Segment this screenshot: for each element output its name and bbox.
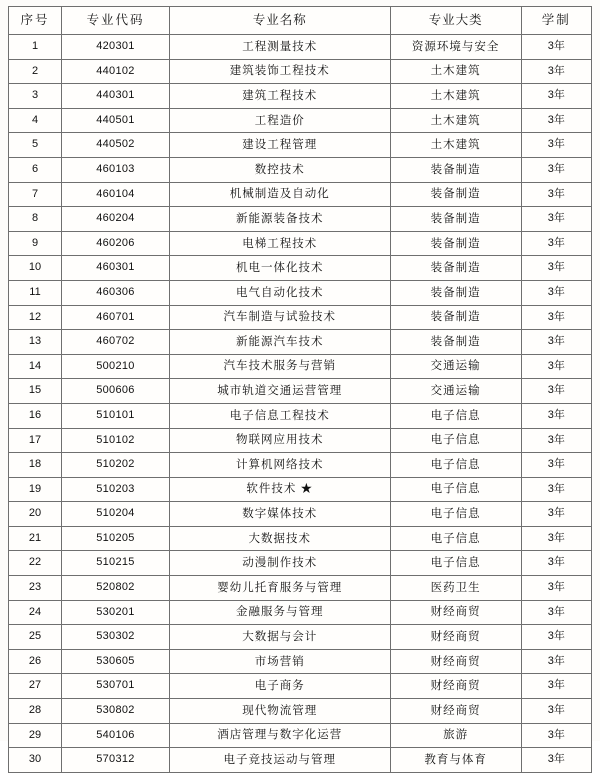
cell-category: 电子信息 — [390, 502, 521, 527]
cell-duration: 3年 — [521, 625, 591, 650]
cell-name: 物联网应用技术 — [169, 428, 390, 453]
cell-name: 现代物流管理 — [169, 699, 390, 724]
table-row — [9, 453, 592, 478]
cell-code: 510202 — [62, 453, 170, 478]
cell-category: 电子信息 — [390, 477, 521, 502]
cell-name: 电子信息工程技术 — [169, 403, 390, 428]
cell-category: 财经商贸 — [390, 649, 521, 674]
cell-name: 城市轨道交通运营管理 — [169, 379, 390, 404]
cell-index: 27 — [9, 674, 62, 699]
cell-code: 460702 — [62, 330, 170, 355]
cell-duration: 3年 — [521, 502, 591, 527]
cell-index: 12 — [9, 305, 62, 330]
cell-code: 530201 — [62, 600, 170, 625]
cell-code: 520802 — [62, 576, 170, 601]
cell-code: 570312 — [62, 748, 170, 773]
cell-index: 15 — [9, 379, 62, 404]
cell-category: 土木建筑 — [390, 84, 521, 109]
cell-index: 10 — [9, 256, 62, 281]
cell-name: 工程造价 — [169, 108, 390, 133]
cell-index: 28 — [9, 699, 62, 724]
cell-name: 大数据技术 — [169, 526, 390, 551]
table-row — [9, 305, 592, 330]
cell-category: 电子信息 — [390, 403, 521, 428]
cell-code: 510205 — [62, 526, 170, 551]
cell-code: 530605 — [62, 649, 170, 674]
cell-category: 交通运输 — [390, 379, 521, 404]
cell-index: 4 — [9, 108, 62, 133]
cell-code: 510203 — [62, 477, 170, 502]
cell-duration: 3年 — [521, 231, 591, 256]
cell-duration: 3年 — [521, 157, 591, 182]
table-row — [9, 600, 592, 625]
cell-duration: 3年 — [521, 305, 591, 330]
cell-name: 婴幼儿托育服务与管理 — [169, 576, 390, 601]
table-row — [9, 551, 592, 576]
cell-category: 土木建筑 — [390, 59, 521, 84]
cell-name: 工程测量技术 — [169, 35, 390, 60]
cell-index: 18 — [9, 453, 62, 478]
table-row — [9, 699, 592, 724]
cell-index: 14 — [9, 354, 62, 379]
cell-code: 440501 — [62, 108, 170, 133]
cell-name: 数控技术 — [169, 157, 390, 182]
table-row — [9, 526, 592, 551]
cell-category: 旅游 — [390, 723, 521, 748]
table-row — [9, 182, 592, 207]
cell-index: 21 — [9, 526, 62, 551]
cell-duration: 3年 — [521, 256, 591, 281]
cell-duration: 3年 — [521, 182, 591, 207]
cell-index: 26 — [9, 649, 62, 674]
cell-index: 29 — [9, 723, 62, 748]
cell-duration: 3年 — [521, 207, 591, 232]
cell-category: 电子信息 — [390, 551, 521, 576]
cell-name: 数字媒体技术 — [169, 502, 390, 527]
table-row — [9, 723, 592, 748]
cell-index: 23 — [9, 576, 62, 601]
cell-code: 530802 — [62, 699, 170, 724]
cell-code: 510215 — [62, 551, 170, 576]
cell-code: 510102 — [62, 428, 170, 453]
cell-category: 装备制造 — [390, 207, 521, 232]
table-row — [9, 576, 592, 601]
table-row — [9, 108, 592, 133]
cell-duration: 3年 — [521, 576, 591, 601]
cell-duration: 3年 — [521, 403, 591, 428]
cell-code: 510101 — [62, 403, 170, 428]
cell-duration: 3年 — [521, 674, 591, 699]
cell-index: 11 — [9, 280, 62, 305]
cell-duration: 3年 — [521, 59, 591, 84]
cell-category: 装备制造 — [390, 280, 521, 305]
cell-index: 2 — [9, 59, 62, 84]
table-row — [9, 207, 592, 232]
table-row — [9, 231, 592, 256]
cell-duration: 3年 — [521, 600, 591, 625]
table-row — [9, 84, 592, 109]
cell-name: 软件技术 ★ — [169, 477, 390, 502]
cell-name: 动漫制作技术 — [169, 551, 390, 576]
cell-duration: 3年 — [521, 526, 591, 551]
cell-category: 财经商贸 — [390, 625, 521, 650]
cell-index: 1 — [9, 35, 62, 60]
cell-code: 460204 — [62, 207, 170, 232]
cell-code: 460701 — [62, 305, 170, 330]
cell-duration: 3年 — [521, 428, 591, 453]
cell-name: 新能源装备技术 — [169, 207, 390, 232]
cell-category: 装备制造 — [390, 305, 521, 330]
cell-name: 大数据与会计 — [169, 625, 390, 650]
table-row — [9, 625, 592, 650]
cell-category: 装备制造 — [390, 256, 521, 281]
cell-index: 3 — [9, 84, 62, 109]
table-row — [9, 379, 592, 404]
cell-index: 22 — [9, 551, 62, 576]
cell-duration: 3年 — [521, 330, 591, 355]
table-header-row — [9, 7, 592, 35]
cell-name: 汽车技术服务与营销 — [169, 354, 390, 379]
cell-code: 420301 — [62, 35, 170, 60]
table-row — [9, 157, 592, 182]
cell-duration: 3年 — [521, 699, 591, 724]
cell-duration: 3年 — [521, 84, 591, 109]
cell-name: 电梯工程技术 — [169, 231, 390, 256]
cell-name: 市场营销 — [169, 649, 390, 674]
cell-index: 16 — [9, 403, 62, 428]
column-header-index: 序号 — [9, 7, 62, 35]
cell-code: 440301 — [62, 84, 170, 109]
cell-name: 电子商务 — [169, 674, 390, 699]
cell-index: 5 — [9, 133, 62, 158]
cell-index: 25 — [9, 625, 62, 650]
cell-duration: 3年 — [521, 35, 591, 60]
cell-category: 土木建筑 — [390, 108, 521, 133]
cell-category: 电子信息 — [390, 526, 521, 551]
cell-code: 510204 — [62, 502, 170, 527]
cell-duration: 3年 — [521, 748, 591, 773]
table-row — [9, 748, 592, 773]
table-row — [9, 403, 592, 428]
cell-code: 460104 — [62, 182, 170, 207]
cell-duration: 3年 — [521, 453, 591, 478]
cell-category: 资源环境与安全 — [390, 35, 521, 60]
cell-code: 460103 — [62, 157, 170, 182]
cell-name: 建筑装饰工程技术 — [169, 59, 390, 84]
cell-category: 财经商贸 — [390, 674, 521, 699]
cell-name: 汽车制造与试验技术 — [169, 305, 390, 330]
cell-name: 新能源汽车技术 — [169, 330, 390, 355]
cell-name: 金融服务与管理 — [169, 600, 390, 625]
table-row — [9, 649, 592, 674]
cell-index: 20 — [9, 502, 62, 527]
table-header — [9, 7, 592, 35]
cell-index: 8 — [9, 207, 62, 232]
cell-code: 440102 — [62, 59, 170, 84]
cell-index: 19 — [9, 477, 62, 502]
majors-table — [8, 6, 592, 773]
cell-code: 500210 — [62, 354, 170, 379]
cell-code: 460206 — [62, 231, 170, 256]
cell-code: 540106 — [62, 723, 170, 748]
cell-index: 6 — [9, 157, 62, 182]
cell-index: 7 — [9, 182, 62, 207]
cell-name: 电子竞技运动与管理 — [169, 748, 390, 773]
cell-category: 电子信息 — [390, 453, 521, 478]
cell-name: 建筑工程技术 — [169, 84, 390, 109]
column-header-duration: 学制 — [521, 7, 591, 35]
cell-name: 酒店管理与数字化运营 — [169, 723, 390, 748]
table-row — [9, 330, 592, 355]
cell-code: 460301 — [62, 256, 170, 281]
cell-duration: 3年 — [521, 354, 591, 379]
cell-category: 土木建筑 — [390, 133, 521, 158]
cell-index: 30 — [9, 748, 62, 773]
table-row — [9, 35, 592, 60]
column-header-name: 专业名称 — [169, 7, 390, 35]
cell-index: 9 — [9, 231, 62, 256]
cell-code: 500606 — [62, 379, 170, 404]
cell-duration: 3年 — [521, 723, 591, 748]
cell-duration: 3年 — [521, 133, 591, 158]
cell-code: 530701 — [62, 674, 170, 699]
cell-category: 装备制造 — [390, 182, 521, 207]
column-header-code: 专业代码 — [62, 7, 170, 35]
table-row — [9, 59, 592, 84]
cell-duration: 3年 — [521, 379, 591, 404]
cell-category: 医药卫生 — [390, 576, 521, 601]
cell-code: 460306 — [62, 280, 170, 305]
cell-name: 计算机网络技术 — [169, 453, 390, 478]
table-row — [9, 674, 592, 699]
table-body — [9, 35, 592, 773]
cell-index: 24 — [9, 600, 62, 625]
cell-category: 装备制造 — [390, 157, 521, 182]
cell-category: 装备制造 — [390, 231, 521, 256]
cell-duration: 3年 — [521, 108, 591, 133]
cell-name: 机电一体化技术 — [169, 256, 390, 281]
cell-category: 装备制造 — [390, 330, 521, 355]
cell-name: 建设工程管理 — [169, 133, 390, 158]
table-row — [9, 428, 592, 453]
cell-duration: 3年 — [521, 280, 591, 305]
cell-category: 电子信息 — [390, 428, 521, 453]
cell-category: 财经商贸 — [390, 699, 521, 724]
table-row — [9, 133, 592, 158]
cell-duration: 3年 — [521, 551, 591, 576]
cell-category: 交通运输 — [390, 354, 521, 379]
cell-duration: 3年 — [521, 649, 591, 674]
table-row — [9, 256, 592, 281]
cell-code: 530302 — [62, 625, 170, 650]
cell-code: 440502 — [62, 133, 170, 158]
cell-duration: 3年 — [521, 477, 591, 502]
table-row — [9, 477, 592, 502]
cell-name: 电气自动化技术 — [169, 280, 390, 305]
cell-category: 财经商贸 — [390, 600, 521, 625]
cell-name: 机械制造及自动化 — [169, 182, 390, 207]
table-row — [9, 354, 592, 379]
table-row — [9, 502, 592, 527]
column-header-category: 专业大类 — [390, 7, 521, 35]
cell-index: 17 — [9, 428, 62, 453]
table-row — [9, 280, 592, 305]
cell-category: 教育与体育 — [390, 748, 521, 773]
cell-index: 13 — [9, 330, 62, 355]
